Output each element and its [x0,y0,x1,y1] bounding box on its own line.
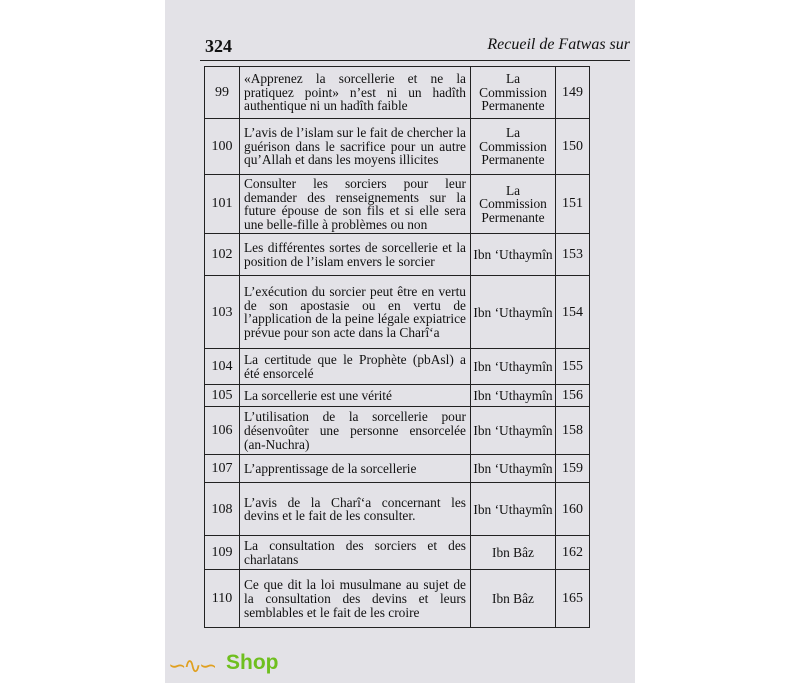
fatwa-page-ref: 149 [556,67,590,119]
fatwa-number: 105 [205,385,240,407]
fatwa-number: 104 [205,349,240,385]
fatwa-author: La Commission Permanente [471,119,556,175]
fatwa-page-ref: 162 [556,536,590,570]
fatwa-topic: Consulter les sorciers pour leur demander des renseignements sur la future épouse de son fils et si elle sera une belle-fille à problèmes ou non [240,175,471,234]
table-row [205,570,590,628]
fatwa-author: Ibn Bâz [471,570,556,628]
fatwa-author: Ibn ‘Uthaymîn [471,276,556,349]
fatwa-page-ref: 151 [556,175,590,234]
table-row [205,407,590,455]
table-row [205,349,590,385]
fatwa-number: 100 [205,119,240,175]
running-title: Recueil de Fatwas sur [487,36,630,53]
fatwa-topic: Les différentes sortes de sorcellerie et la position de l’islam envers le sorcier [240,234,471,276]
table-row [205,119,590,175]
fatwa-author: Ibn ‘Uthaymîn [471,483,556,536]
fatwa-author: Ibn Bâz [471,536,556,570]
table-row [205,67,590,119]
fatwa-number: 102 [205,234,240,276]
fatwa-number: 107 [205,455,240,483]
fatwa-page-ref: 155 [556,349,590,385]
table-row [205,276,590,349]
fatwa-author: La Commission Permenante [471,175,556,234]
fatwa-topic: L’avis de la Charî‘a concernant les devins et le fait de les consulter. [240,483,471,536]
fatwa-page-ref: 150 [556,119,590,175]
table-row [205,536,590,570]
fatwa-author: Ibn ‘Uthaymîn [471,234,556,276]
fatwa-index-table [204,66,590,628]
fatwa-topic: L’apprentissage de la sorcellerie [240,455,471,483]
fatwa-page-ref: 156 [556,385,590,407]
fatwa-page-ref: 158 [556,407,590,455]
fatwa-topic: La certitude que le Prophète (pbAsl) a été ensorcelé [240,349,471,385]
table-row [205,455,590,483]
shop-logo [168,650,288,680]
fatwa-author: Ibn ‘Uthaymîn [471,349,556,385]
fatwa-author: Ibn ‘Uthaymîn [471,385,556,407]
logo-swirl-icon: ∽∿∽ [168,654,215,679]
fatwa-page-ref: 154 [556,276,590,349]
fatwa-author: Ibn ‘Uthaymîn [471,455,556,483]
fatwa-page-ref: 159 [556,455,590,483]
fatwa-page-ref: 160 [556,483,590,536]
fatwa-topic: Ce que dit la loi musulmane au sujet de la consultation des devins et leurs semblables et le fait de les croire [240,570,471,628]
page-header [200,36,630,61]
fatwa-author: La Commission Permanente [471,67,556,119]
fatwa-topic: L’exécution du sorcier peut être en vertu de son apostasie ou en vertu de l’application de la peine légale expiatrice prévue pour son acte dans la Charî‘a [240,276,471,349]
fatwa-page-ref: 165 [556,570,590,628]
fatwa-number: 99 [205,67,240,119]
fatwa-number: 109 [205,536,240,570]
fatwa-topic: «Apprenez la sorcellerie et ne la pratiquez point» n’est ni un hadîth authentique ni un hadîth faible [240,67,471,119]
fatwa-author: Ibn ‘Uthaymîn [471,407,556,455]
fatwa-number: 103 [205,276,240,349]
table-row [205,234,590,276]
fatwa-number: 110 [205,570,240,628]
fatwa-number: 108 [205,483,240,536]
fatwa-topic: La consultation des sorciers et des charlatans [240,536,471,570]
fatwa-page-ref: 153 [556,234,590,276]
fatwa-topic: L’avis de l’islam sur le fait de chercher la guérison dans le sacrifice pour un autre qu’Allah et dans les moyens illicites [240,119,471,175]
page-number: 324 [205,36,232,56]
fatwa-number: 106 [205,407,240,455]
table-row [205,175,590,234]
logo-text: Shop [226,651,279,674]
fatwa-number: 101 [205,175,240,234]
fatwa-topic: La sorcellerie est une vérité [240,385,471,407]
table-row [205,385,590,407]
table-row [205,483,590,536]
fatwa-topic: L’utilisation de la sorcellerie pour désenvoûter une personne ensorcelée (an-Nuchra) [240,407,471,455]
